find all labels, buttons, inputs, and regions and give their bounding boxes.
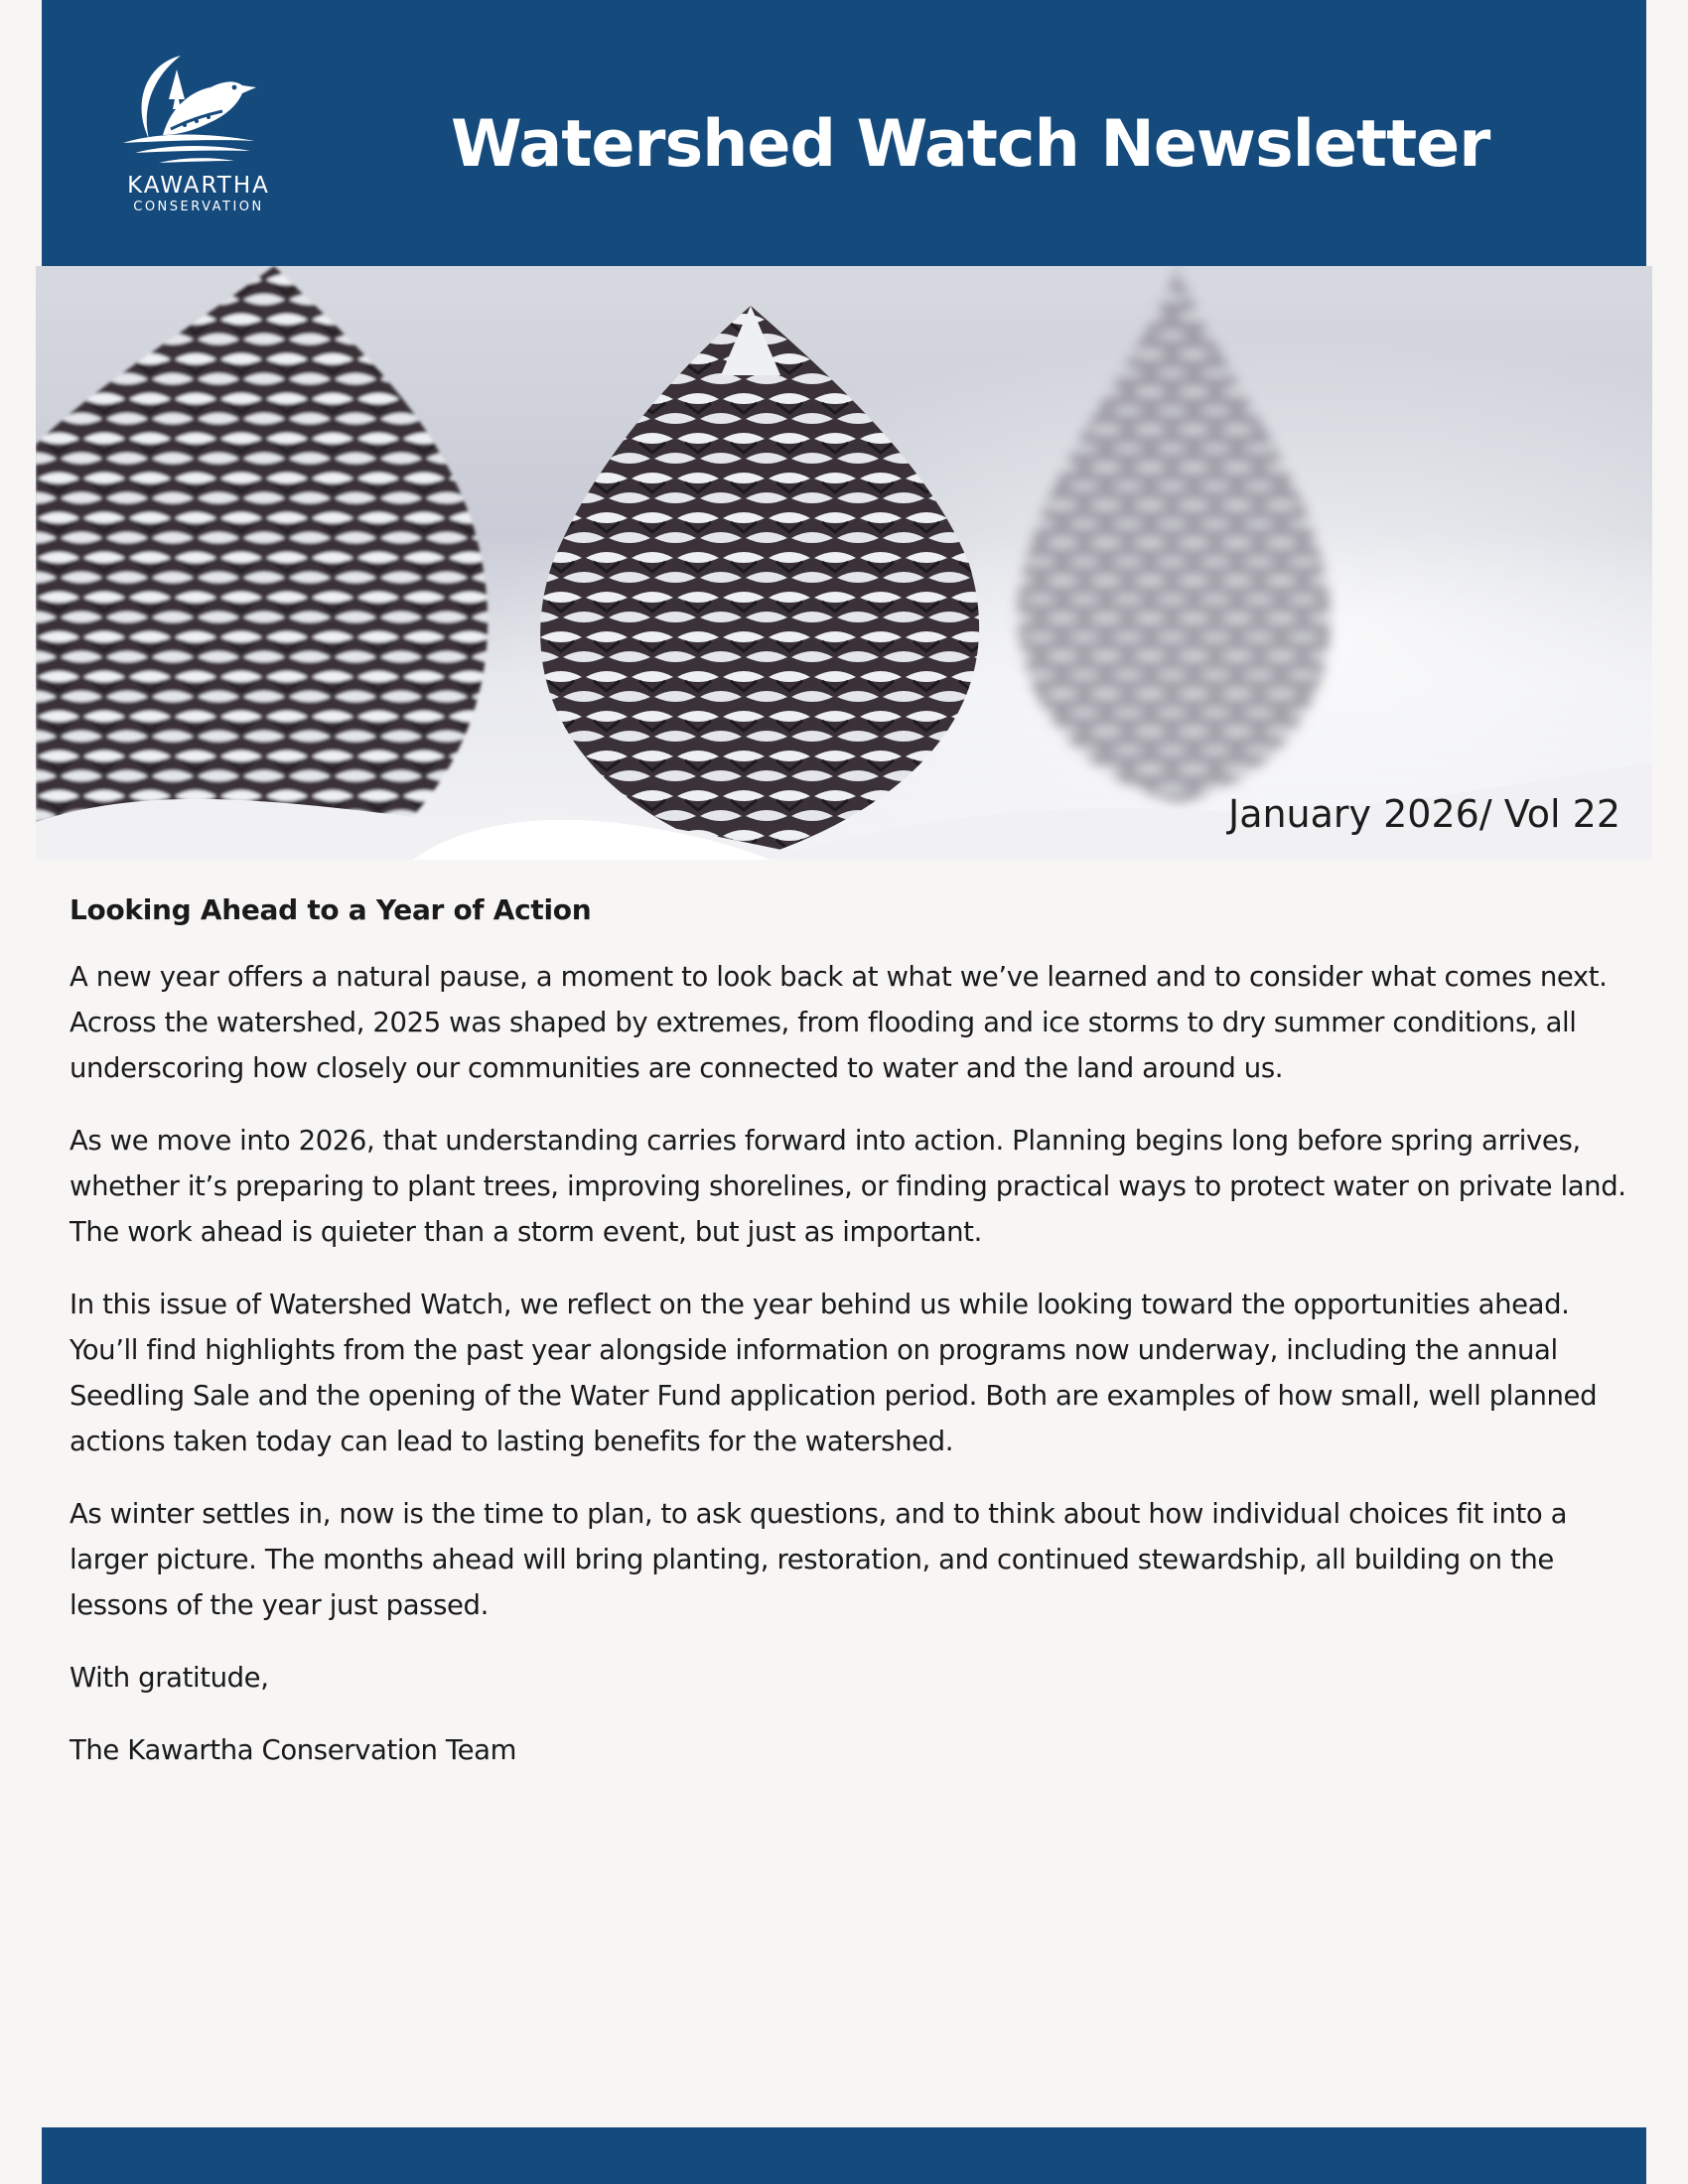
article-paragraph: A new year offers a natural pause, a moment to look back at what we’ve learned and to consider what comes next. Across the watershed, 2025 was shaped by extremes, from flooding and ice storms to dry summer conditions, all underscoring how closely our communities are connected to water and the land around us. [70, 961, 1608, 1084]
article-closing: With gratitude, [70, 1662, 269, 1694]
logo-wordmark: KAWARTHA [127, 173, 270, 199]
kawartha-logo [99, 48, 298, 221]
loon-logo-icon [119, 48, 278, 172]
article-heading: Looking Ahead to a Year of Action [70, 893, 592, 926]
footer-banner [42, 2127, 1646, 2184]
issue-date-volume: January 2026/ Vol 22 [1227, 792, 1620, 836]
article-paragraph: As winter settles in, now is the time to plan, to ask questions, and to think about how individual choices fit into a larger picture. The months ahead will bring planting, restoration, and continued stewardship, all building on the lessons of the year just passed. [70, 1498, 1568, 1621]
article-signature: The Kawartha Conservation Team [70, 1734, 516, 1766]
article-paragraph: In this issue of Watershed Watch, we reflect on the year behind us while looking toward the opportunities ahead. You’ll find highlights from the past year alongside information on programs now underway, including the annual Seedling Sale and the opening of the Water Fund application period. Both are examples of how small, well planned actions taken today can lead to lasting benefits for the watershed. [70, 1289, 1598, 1457]
article-body [70, 893, 1628, 1800]
header-banner [42, 0, 1646, 266]
logo-subtitle: CONSERVATION [133, 200, 264, 214]
hero-image [36, 266, 1652, 860]
article-paragraph: As we move into 2026, that understanding carries forward into action. Planning begins long before spring arrives, whether it’s preparing to plant trees, improving shorelines, or finding practical ways to protect water on private land. The work ahead is quieter than a storm event, but just as important. [70, 1125, 1626, 1248]
snowy-pinecones-photo [36, 266, 1652, 860]
newsletter-title: Watershed Watch Newsletter [451, 107, 1490, 182]
